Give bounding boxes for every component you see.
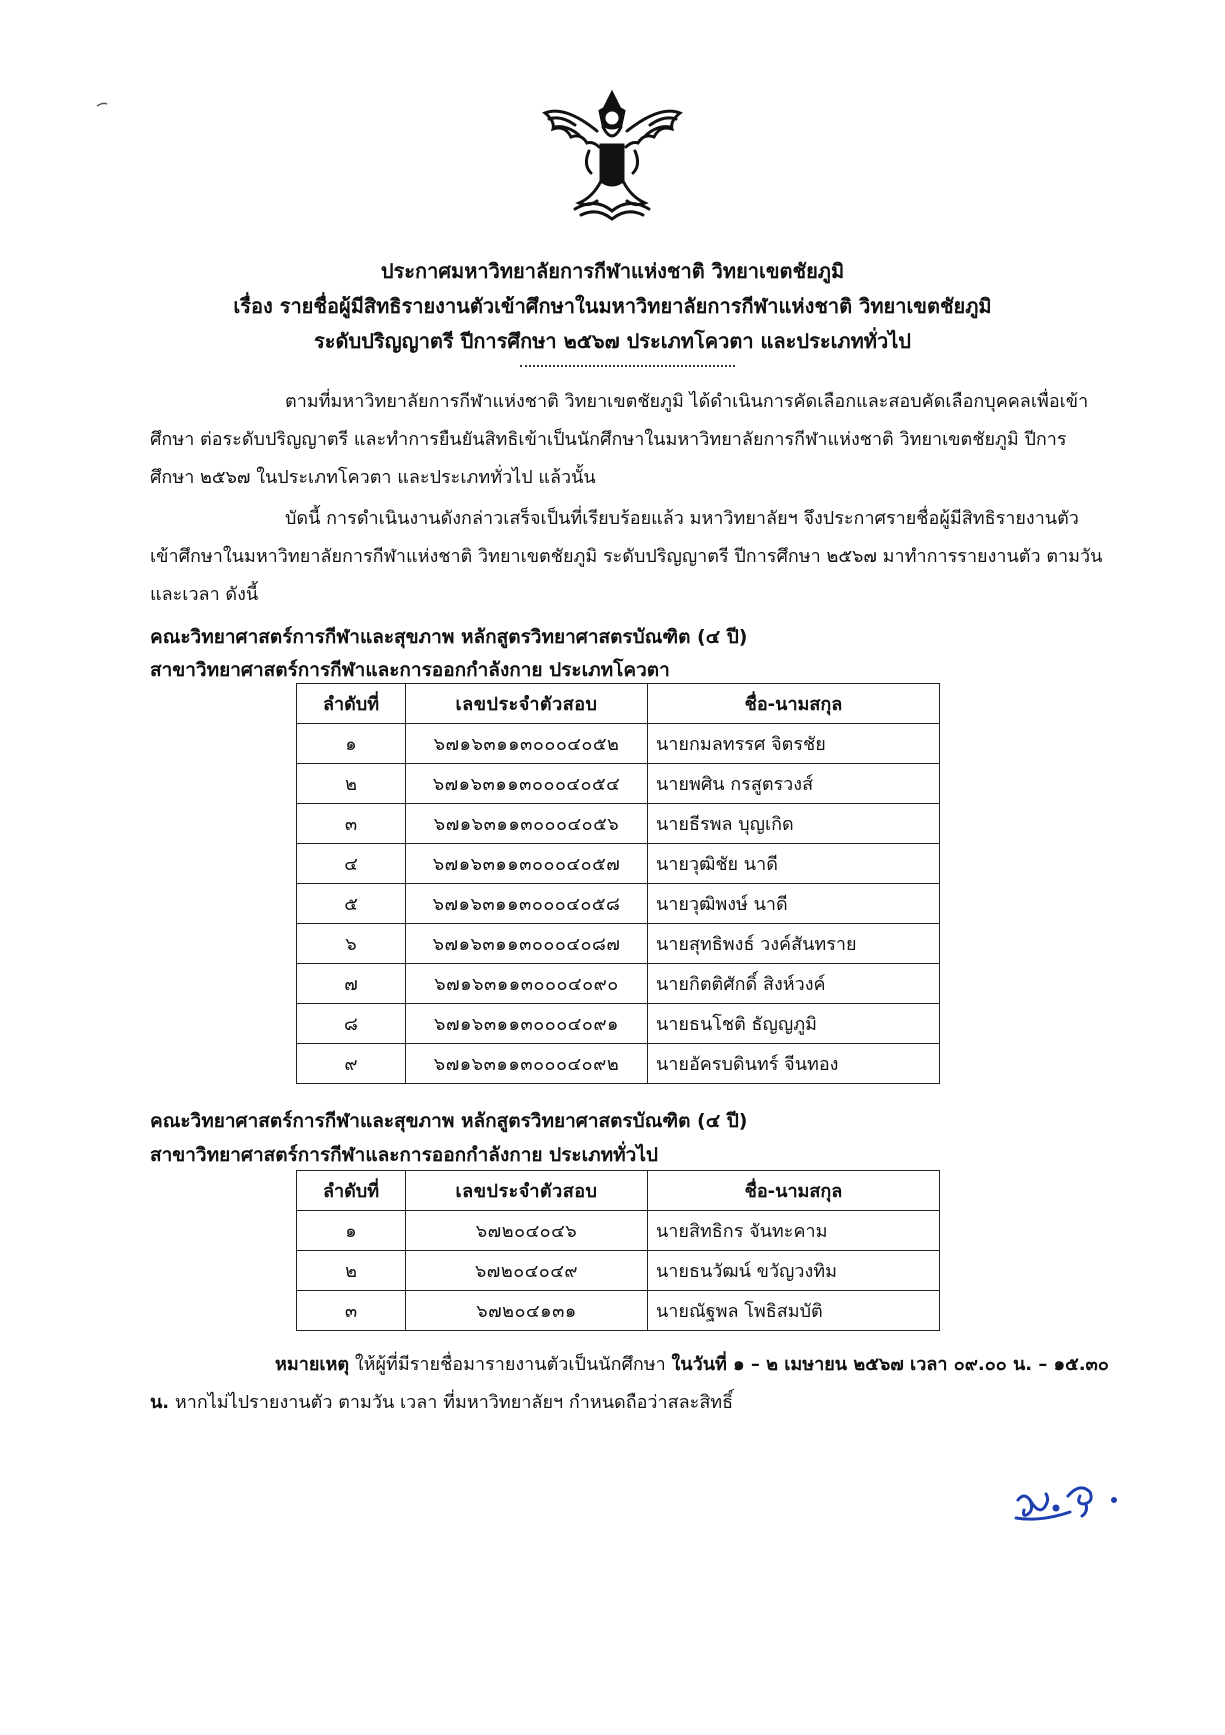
col-name: ชื่อ-นามสกุล [648,1171,940,1211]
note-label: หมายเหตุ [275,1354,350,1375]
scan-mark [95,100,119,110]
general-table [296,1170,940,1331]
cell-name: นายกิตติศักดิ์ สิงห์วงค์ [648,964,940,1004]
table-row [297,804,940,844]
table-row [297,964,940,1004]
cell-order: ๘ [297,1004,406,1044]
table-row [297,764,940,804]
cell-exam-id: ๖๗๑๖๓๑๑๓๐๐๐๔๐๕๘ [406,884,648,924]
cell-exam-id: ๖๗๑๖๓๑๑๓๐๐๐๔๐๙๑ [406,1004,648,1044]
col-exam-id: เลขประจำตัวสอบ [406,684,648,724]
col-order: ลำดับที่ [297,1171,406,1211]
cell-name: นายสิทธิกร จันทะคาม [648,1211,940,1251]
cell-name: นายวุฒิพงษ์ นาดี [648,884,940,924]
table-row [297,724,940,764]
announcement-level: ระดับปริญญาตรี ปีการศึกษา ๒๕๖๗ ประเภทโควตา และประเภททั่วไป [314,329,911,353]
col-order: ลำดับที่ [297,684,406,724]
cell-exam-id: ๖๗๑๖๓๑๑๓๐๐๐๔๐๙๒ [406,1044,648,1084]
cell-order: ๒ [297,764,406,804]
table-row [297,1251,940,1291]
note-text-b: หากไม่ไปรายงานตัว ตามวัน เวลา ที่มหาวิทยาลัยฯ กำหนดถือว่าสละสิทธิ์ [169,1392,734,1413]
section1-program: สาขาวิทยาศาสตร์การกีฬาและการออกกำลังกาย ประเภทโควตา [150,659,670,681]
section2-program: สาขาวิทยาศาสตร์การกีฬาและการออกกำลังกาย ประเภททั่วไป [150,1144,658,1166]
cell-exam-id: ๖๗๑๖๓๑๑๓๐๐๐๔๐๕๗ [406,844,648,884]
table-row [297,1291,940,1331]
handwritten-signature [1010,1470,1120,1530]
note-text-a: ให้ผู้ที่มีรายชื่อมารายงานตัวเป็นนักศึกษา [349,1354,672,1375]
cell-exam-id: ๖๗๑๖๓๑๑๓๐๐๐๔๐๕๒ [406,724,648,764]
cell-order: ๑ [297,1211,406,1251]
cell-name: นายธนวัฒน์ ขวัญวงทิม [648,1251,940,1291]
cell-order: ๒ [297,1251,406,1291]
announcement-title: ประกาศมหาวิทยาลัยการกีฬาแห่งชาติ วิทยาเขตชัยภูมิ [380,259,845,283]
body-paragraph-2: บัดนี้ การดำเนินงานดังกล่าวเสร็จเป็นที่เรียบร้อยแล้ว มหาวิทยาลัยฯ จึงประกาศรายชื่อผู้มีสิทธิรายงานตัวเข้าศึกษาในมหาวิทยาลัยการกีฬาแห่งชาติ วิทยาเขตชัยภูมิ ระดับปริญญาตรี ปีการศึกษา ๒๕๖๗ มาทำการรายงานตัว ตามวันและเวลา ดังนี้ [150,508,1103,605]
table-row [297,1211,940,1251]
table-row [297,884,940,924]
cell-name: นายอัครบดินทร์ จีนทอง [648,1044,940,1084]
table-header-row [297,1171,940,1211]
cell-order: ๖ [297,924,406,964]
section2-faculty: คณะวิทยาศาสตร์การกีฬาและสุขภาพ หลักสูตรวิทยาศาสตรบัณฑิต (๔ ปี) [150,1110,748,1132]
cell-name: นายกมลทรรศ จิตรชัย [648,724,940,764]
cell-name: นายวุฒิชัย นาดี [648,844,940,884]
cell-name: นายธนโชติ ธัญญภูมิ [648,1004,940,1044]
cell-exam-id: ๖๗๒๐๔๐๔๙ [406,1251,648,1291]
cell-name: นายสุทธิพงธ์ วงค์สันทราย [648,924,940,964]
garuda-emblem [535,85,690,225]
cell-order: ๗ [297,964,406,1004]
cell-exam-id: ๖๗๒๐๔๐๔๖ [406,1211,648,1251]
table-header-row [297,684,940,724]
cell-exam-id: ๖๗๑๖๓๑๑๓๐๐๐๔๐๘๗ [406,924,648,964]
cell-name: นายณัฐพล โพธิสมบัติ [648,1291,940,1331]
col-name: ชื่อ-นามสกุล [648,684,940,724]
cell-order: ๓ [297,804,406,844]
col-exam-id: เลขประจำตัวสอบ [406,1171,648,1211]
cell-order: ๑ [297,724,406,764]
cell-exam-id: ๖๗๑๖๓๑๑๓๐๐๐๔๐๙๐ [406,964,648,1004]
table-row [297,1044,940,1084]
cell-name: นายพศิน กรสูตรวงส์ [648,764,940,804]
cell-order: ๓ [297,1291,406,1331]
body-paragraph-1: ตามที่มหาวิทยาลัยการกีฬาแห่งชาติ วิทยาเขตชัยภูมิ ได้ดำเนินการคัดเลือกและสอบคัดเลือกบุคคลเพื่อเข้าศึกษา ต่อระดับปริญญาตรี และทำการยืนยันสิทธิเข้าเป็นนักศึกษาในมหาวิทยาลัยการกีฬาแห่งชาติ วิทยาเขตชัยภูมิ ปีการศึกษา ๒๕๖๗ ในประเภทโควตา และประเภททั่วไป แล้วนั้น [150,391,1089,488]
table-row [297,1004,940,1044]
cell-order: ๙ [297,1044,406,1084]
cell-exam-id: ๖๗๑๖๓๑๑๓๐๐๐๔๐๕๔ [406,764,648,804]
table-row [297,844,940,884]
cell-name: นายธีรพล บุญเกิด [648,804,940,844]
table-row [297,924,940,964]
dotted-divider [520,365,735,367]
note-paragraph [150,1346,1110,1422]
announcement-subject: เรื่อง รายชื่อผู้มีสิทธิรายงานตัวเข้าศึกษาในมหาวิทยาลัยการกีฬาแห่งชาติ วิทยาเขตชัยภูมิ [233,294,992,318]
cell-order: ๕ [297,884,406,924]
quota-table [296,683,940,1084]
cell-order: ๔ [297,844,406,884]
section1-faculty: คณะวิทยาศาสตร์การกีฬาและสุขภาพ หลักสูตรวิทยาศาสตรบัณฑิต (๔ ปี) [150,626,748,648]
note-date-time: ในวันที่ ๑ – ๒ เมษายน ๒๕๖๗ เวลา ๐๙.๐๐ น. – ๑๕.๓๐ น. [150,1354,1109,1413]
cell-exam-id: ๖๗๑๖๓๑๑๓๐๐๐๔๐๕๖ [406,804,648,844]
cell-exam-id: ๖๗๒๐๔๑๓๑ [406,1291,648,1331]
